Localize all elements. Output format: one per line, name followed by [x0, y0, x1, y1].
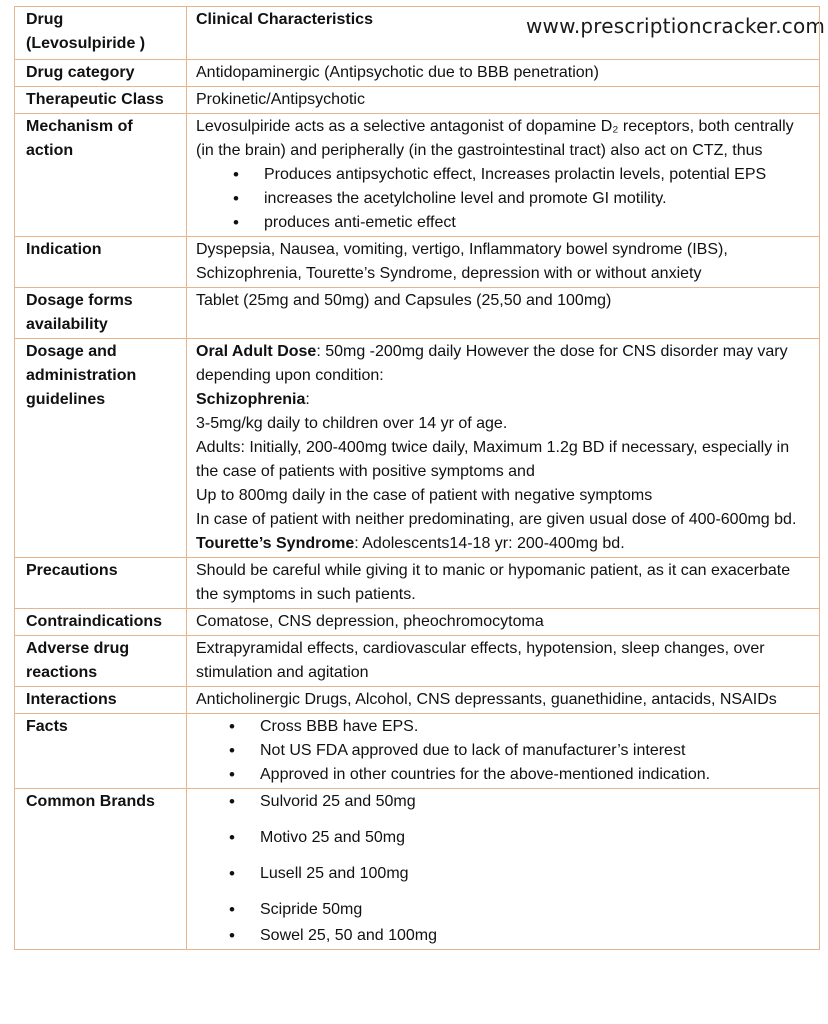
row-dosage-forms	[15, 288, 820, 339]
row-indication	[15, 237, 820, 288]
header-drug-label: Drug	[26, 11, 64, 28]
row-value	[187, 789, 820, 950]
row-value: Should be careful while giving it to manic or hypomanic patient, as it can exacerbate the symptoms in such patients.	[187, 558, 820, 609]
row-drug-category	[15, 60, 820, 87]
row-contraindications	[15, 609, 820, 636]
row-label: Therapeutic Class	[15, 87, 187, 114]
list-item: • Lusell 25 and 100mg	[260, 862, 813, 886]
row-value	[187, 714, 820, 789]
list-item: • Motivo 25 and 50mg	[260, 826, 813, 850]
oral-dose-heading: Oral Adult Dose	[196, 343, 317, 360]
row-label: Adverse drug reactions	[15, 636, 187, 687]
row-value: Extrapyramidal effects, cardiovascular effects, hypotension, sleep changes, over stimulation and agitation	[187, 636, 820, 687]
list-item: • Cross BBB have EPS.	[260, 715, 813, 739]
row-value: Anticholinergic Drugs, Alcohol, CNS depressants, guanethidine, antacids, NSAIDs	[187, 687, 820, 714]
row-label: Indication	[15, 237, 187, 288]
header-characteristics-cell	[187, 7, 820, 60]
schizophrenia-heading: Schizophrenia	[196, 391, 306, 408]
list-item: • Produces antipsychotic effect, Increases prolactin levels, potential EPS	[264, 163, 813, 187]
row-label: Dosage and administration guidelines	[15, 339, 187, 558]
row-value	[187, 339, 820, 558]
header-characteristics-label: Clinical Characteristics	[196, 11, 373, 28]
row-common-brands	[15, 789, 820, 950]
mechanism-intro: Levosulpiride acts as a selective antagonist of dopamine D₂ receptors, both centrally (in the brain) and peripherally (in the gastrointestinal tract) also act on CTZ, thus	[196, 118, 794, 159]
drug-info-table	[14, 6, 820, 950]
children-dose-line: 3-5mg/kg daily to children over 14 yr of age.	[196, 415, 508, 432]
list-item: • Sulvorid 25 and 50mg	[260, 790, 813, 814]
row-precautions	[15, 558, 820, 609]
row-label: Precautions	[15, 558, 187, 609]
row-label: Drug category	[15, 60, 187, 87]
schizophrenia-colon: :	[305, 391, 310, 408]
row-label: Facts	[15, 714, 187, 789]
facts-list	[196, 715, 813, 787]
row-mechanism	[15, 114, 820, 237]
schizophrenia-line	[196, 388, 813, 412]
header-drug-name: (Levosulpiride )	[26, 35, 146, 52]
oral-dose-line	[196, 340, 813, 388]
row-facts	[15, 714, 820, 789]
row-value: Comatose, CNS depression, pheochromocytoma	[187, 609, 820, 636]
row-value: Prokinetic/Antipsychotic	[187, 87, 820, 114]
tourette-text: : Adolescents14-18 yr: 200-400mg bd.	[354, 535, 625, 552]
tourette-line	[196, 532, 813, 556]
oral-dose-text: : 50mg -200mg daily However the dose for CNS disorder may vary depending upon condition:	[196, 343, 788, 384]
website-watermark: www.prescriptioncracker.com	[526, 14, 826, 38]
mechanism-list	[196, 163, 813, 235]
row-value: Tablet (25mg and 50mg) and Capsules (25,50 and 100mg)	[187, 288, 820, 339]
list-item: • Sowel 25, 50 and 100mg	[260, 924, 813, 948]
list-item: • Scipride 50mg	[260, 898, 813, 922]
row-value	[187, 114, 820, 237]
list-item: • Approved in other countries for the above-mentioned indication.	[260, 763, 813, 787]
list-item: • increases the acetylcholine level and promote GI motility.	[264, 187, 813, 211]
neither-predominating-line: In case of patient with neither predominating, are given usual dose of 400-600mg bd.	[196, 511, 797, 528]
row-adverse-reactions	[15, 636, 820, 687]
row-label: Contraindications	[15, 609, 187, 636]
tourette-heading: Tourette’s Syndrome	[196, 535, 355, 552]
row-therapeutic-class	[15, 87, 820, 114]
row-value: Dyspepsia, Nausea, vomiting, vertigo, Inflammatory bowel syndrome (IBS), Schizophrenia, Tourette’s Syndrome, depression with or without anxiety	[187, 237, 820, 288]
row-label: Dosage forms availability	[15, 288, 187, 339]
negative-symptoms-line: Up to 800mg daily in the case of patient with negative symptoms	[196, 487, 653, 504]
brands-list	[196, 790, 813, 948]
row-label: Common Brands	[15, 789, 187, 950]
row-label: Mechanism of action	[15, 114, 187, 237]
list-item: • produces anti-emetic effect	[264, 211, 813, 235]
row-interactions	[15, 687, 820, 714]
list-item: • Not US FDA approved due to lack of manufacturer’s interest	[260, 739, 813, 763]
row-value: Antidopaminergic (Antipsychotic due to BBB penetration)	[187, 60, 820, 87]
row-dosage-guidelines	[15, 339, 820, 558]
header-drug-cell	[15, 7, 187, 60]
adult-dose-line: Adults: Initially, 200-400mg twice daily, Maximum 1.2g BD if necessary, especially in the case of patients with positive symptoms and	[196, 439, 790, 480]
row-label: Interactions	[15, 687, 187, 714]
table-header-row	[15, 7, 820, 60]
